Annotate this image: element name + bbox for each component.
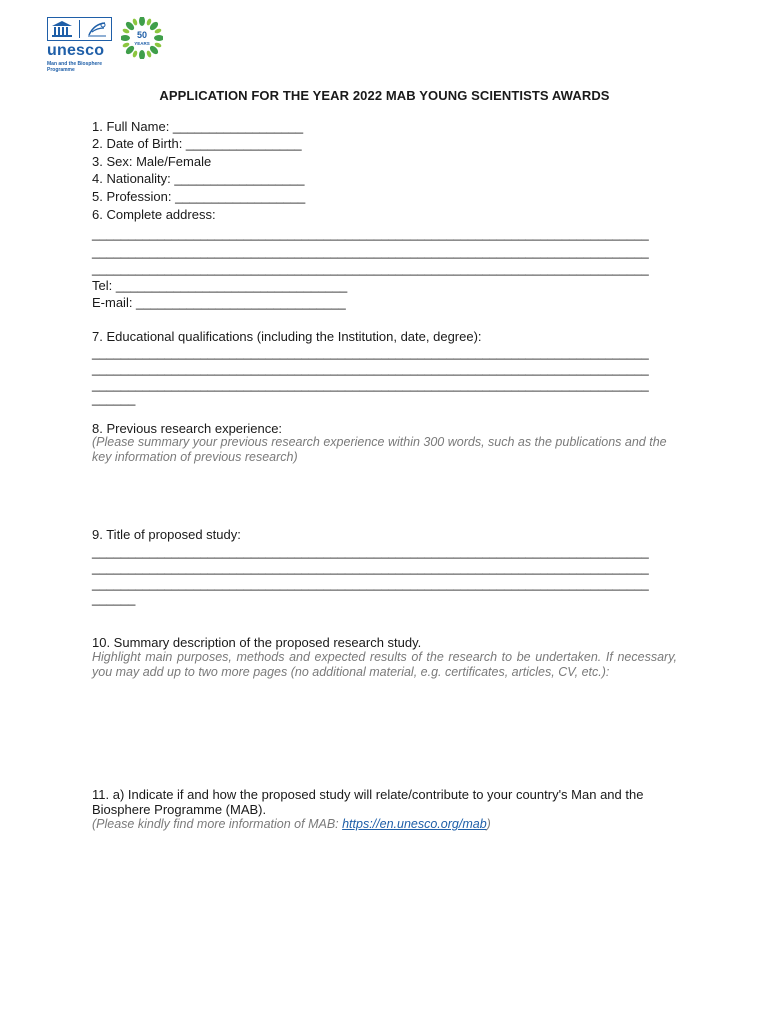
q7-line-3[interactable]: _____________________________________________________________________________ [92,377,649,392]
q11-note [92,817,677,832]
q11-note-suffix: ) [486,817,491,831]
q9-label: 9. Title of proposed study: [92,527,241,542]
badge-word: YEARS [134,41,150,46]
badge-number: 50 [136,30,148,40]
q10-label: 10. Summary description of the proposed research study. [92,635,422,650]
unesco-wordmark: unesco [47,42,105,59]
address-line-1[interactable]: _____________________________________________________________________________ [92,226,649,241]
address-line-2[interactable]: _____________________________________________________________________________ [92,244,649,259]
unesco-emblem [47,17,112,41]
q9-line-4[interactable]: ______ [92,591,136,606]
address-line-3[interactable]: _____________________________________________________________________________ [92,261,649,276]
sex-field[interactable]: 3. Sex: Male/Female [92,154,212,169]
q9-line-1[interactable]: _____________________________________________________________________________ [92,544,649,559]
anniversary-wreath-icon [121,17,163,59]
profession-field[interactable]: 5. Profession: __________________ [92,189,306,204]
mab-link[interactable]: https://en.unesco.org/mab [342,817,487,831]
full-name-field[interactable]: 1. Full Name: __________________ [92,119,304,134]
q7-label: 7. Educational qualifications (including the Institution, date, degree): [92,329,482,344]
tel-field[interactable]: Tel: ________________________________ [92,278,348,293]
mab-subtitle: Man and the Biosphere Programme [47,61,103,73]
q11-note-prefix: (Please kindly find more information of MAB: [92,817,343,831]
emblem-divider [79,20,80,38]
dob-field[interactable]: 2. Date of Birth: ________________ [92,136,302,151]
q7-line-1[interactable]: _____________________________________________________________________________ [92,345,649,360]
q9-line-3[interactable]: _____________________________________________________________________________ [92,576,649,591]
nationality-field[interactable]: 4. Nationality: __________________ [92,171,305,186]
header-logos [47,17,177,77]
q8-label: 8. Previous research experience: [92,421,283,436]
q10-note: Highlight main purposes, methods and expected results of the research to be undertaken. If necessary, you may add up to two more pages (no additional material, e.g. certificates, articles, CV, etc.): [92,650,677,679]
q7-line-2[interactable]: _____________________________________________________________________________ [92,361,649,376]
q7-line-4[interactable]: ______ [92,391,136,406]
email-field[interactable]: E-mail: _____________________________ [92,295,346,310]
page-title: APPLICATION FOR THE YEAR 2022 MAB YOUNG SCIENTISTS AWARDS [159,88,610,103]
temple-icon [51,20,73,38]
address-label: 6. Complete address: [92,207,216,222]
q9-line-2[interactable]: _____________________________________________________________________________ [92,560,649,575]
q8-note: (Please summary your previous research experience within 300 words, such as the publications and the key information of previous research) [92,435,667,464]
biosphere-icon [86,20,108,38]
q11-label: 11. a) Indicate if and how the proposed study will relate/contribute to your country's Man and the Biosphere Programme (MAB). [92,787,644,817]
